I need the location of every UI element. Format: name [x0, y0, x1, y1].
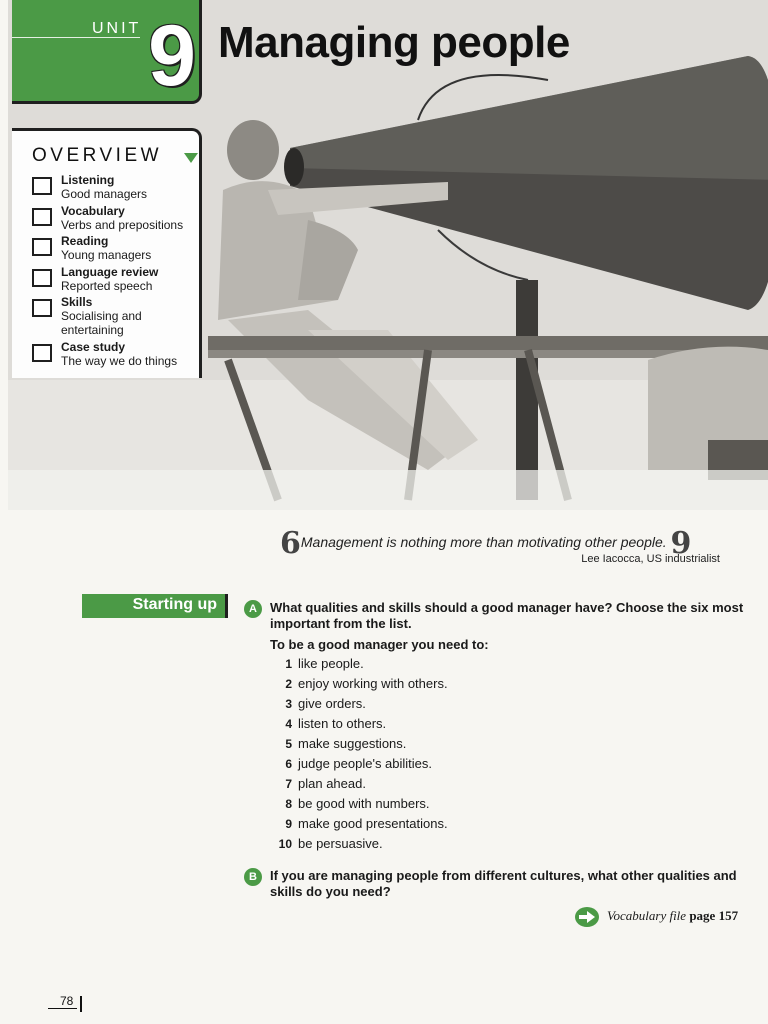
list-item-number: 6	[285, 757, 292, 771]
unit-number: 9	[148, 8, 196, 104]
exercise-a-intro: To be a good manager you need to:	[270, 637, 489, 652]
overview-item-detail: Good managers	[61, 187, 148, 201]
list-item	[270, 716, 448, 736]
checkbox-icon[interactable]	[32, 299, 52, 317]
list-item-text: be persuasive.	[298, 836, 383, 851]
list-item	[270, 696, 448, 716]
overview-item-detail: The way we do things	[61, 354, 178, 368]
checkbox-icon[interactable]	[32, 344, 52, 362]
list-item-text: listen to others.	[298, 716, 387, 731]
overview-item-title: Listening	[61, 173, 115, 187]
list-item	[270, 796, 448, 816]
list-item	[270, 676, 448, 696]
overview-item-title: Case study	[61, 340, 126, 354]
quote-author: Lee Iacocca, US industrialist	[581, 553, 720, 565]
list-item-text: make good presentations.	[298, 816, 448, 831]
page-number-rule	[80, 996, 82, 1012]
page-title: Managing people	[218, 18, 570, 67]
list-item-text: like people.	[298, 656, 364, 671]
overview-item-detail: Reported speech	[61, 279, 153, 293]
list-item-text: enjoy working with others.	[298, 676, 448, 691]
section-bar	[82, 594, 228, 618]
overview-item-title: Skills	[61, 295, 93, 309]
overview-item-title: Language review	[61, 265, 159, 279]
list-item	[270, 656, 448, 676]
page-number: 78	[48, 994, 77, 1009]
list-item-number: 7	[285, 777, 292, 791]
list-item-number: 10	[278, 837, 292, 851]
qualities-list	[270, 656, 448, 856]
list-item	[270, 816, 448, 836]
overview-item-detail: Young managers	[61, 248, 152, 262]
vocabulary-file-label: Vocabulary file	[607, 908, 687, 923]
open-quote-mark: 6	[280, 526, 301, 561]
list-item-number: 4	[285, 717, 292, 731]
triangle-down-icon	[184, 153, 198, 163]
unit-tab	[12, 0, 202, 104]
overview-heading: OVERVIEW	[32, 145, 163, 166]
overview-item-title: Vocabulary	[61, 204, 125, 218]
checkbox-icon[interactable]	[32, 208, 52, 226]
overview-panel	[12, 128, 202, 378]
list-item	[270, 836, 448, 856]
list-item-text: give orders.	[298, 696, 366, 711]
list-item-number: 2	[285, 677, 292, 691]
list-item-text: make suggestions.	[298, 736, 407, 751]
section-label: Starting up	[132, 596, 217, 613]
exercise-a-badge: A	[244, 600, 262, 618]
list-item	[270, 756, 448, 776]
vocabulary-file-page: page 157	[689, 908, 739, 923]
list-item-number: 3	[285, 697, 292, 711]
overview-item-detail: Socialising and entertaining	[61, 309, 142, 337]
list-item	[270, 776, 448, 796]
list-item-text: judge people's abilities.	[298, 756, 433, 771]
list-item-number: 1	[285, 657, 292, 671]
list-item-number: 9	[285, 817, 292, 831]
list-item-text: be good with numbers.	[298, 796, 430, 811]
exercise-a-question: What qualities and skills should a good manager have? Choose the six most important from the list.	[270, 600, 744, 631]
overview-item-title: Reading	[61, 234, 109, 248]
quote-text: Management is nothing more than motivating other people.	[300, 534, 667, 550]
exercise-b-badge: B	[244, 868, 262, 886]
exercise-b-question: If you are managing people from different cultures, what other qualities and skills do you need?	[270, 868, 737, 899]
list-item	[270, 736, 448, 756]
vocabulary-file-text	[607, 908, 738, 924]
checkbox-icon[interactable]	[32, 269, 52, 287]
quote-block	[280, 526, 720, 565]
unit-label: UNIT	[92, 20, 142, 37]
checkbox-icon[interactable]	[32, 177, 52, 195]
close-quote-mark: 9	[670, 526, 692, 561]
list-item-text: plan ahead.	[298, 776, 366, 791]
list-item-number: 5	[285, 737, 292, 751]
list-item-number: 8	[285, 797, 292, 811]
overview-item-detail: Verbs and prepositions	[61, 218, 184, 232]
arrow-right-icon	[575, 906, 599, 928]
checkbox-icon[interactable]	[32, 238, 52, 256]
